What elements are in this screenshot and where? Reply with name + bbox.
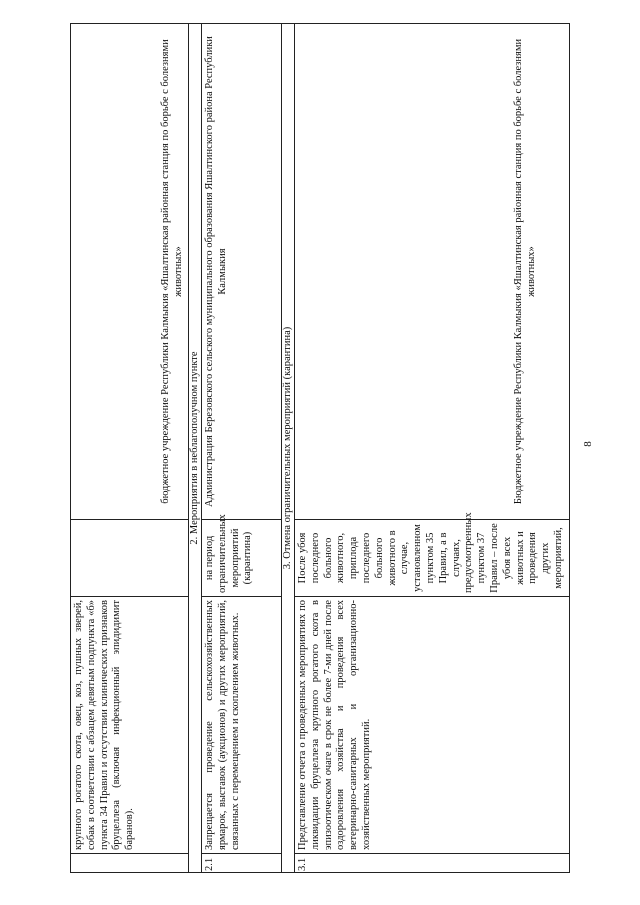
responsible-party: [295, 24, 570, 520]
section-header-3: [282, 24, 295, 873]
section-header-2: [189, 24, 202, 873]
table-row: [202, 24, 282, 873]
responsible-party-text: бюджетное учреждение Республики Калмыкия «Яшалтинская районная станция по борьбе с болезнями животных»: [160, 39, 185, 504]
section-title: 3. Отмена ограничительных мероприятий (карантина): [282, 24, 295, 873]
measure-description: крупного рогатого скота, овец, коз, пушных зверей, собак в соответствии с абзацем девятым подпункта «б» пункта 34 Правил и отсутствии клинических признаков бруцеллеза (включая инфекционный эпидидимит баранов).: [71, 597, 189, 854]
table-row: [295, 24, 570, 873]
responsible-party-text: Бюджетное учреждение Республики Калмыкия «Яшалтинская районная станция по борьбе с болезнями животных»: [513, 38, 538, 505]
measures-table: [70, 23, 570, 873]
measure-term: После убоя последнего больного животного, приплода последнего больного животного в случае, установленном пунктом 35 Правил, а в случаях, предусмотренных пунктом 37 Правил – после убоя всех животных и проведения других мероприятий,: [295, 520, 570, 597]
rotated-page-content: [70, 23, 570, 873]
responsible-party: Администрация Березовского сельского муниципального образования Яшалтинского района Республики Калмыкия: [202, 24, 282, 520]
page-number: 8: [581, 441, 594, 447]
measure-term: на период ограничительных мероприятий (карантина): [202, 520, 282, 597]
measure-description: Представление отчета о проведенных мероприятиях по ликвидации бруцеллеза крупного рогатого скота в эпизоотическом очаге в срок не более 7-ми дней после оздоровления хозяйства и проведения всех ветеринарно-санитарных и организационно-хозяйственных мероприятий.: [295, 597, 570, 854]
row-number: 2.1: [202, 854, 282, 873]
responsible-party: [71, 24, 189, 520]
table-row: [71, 24, 189, 873]
measure-term: [71, 520, 189, 597]
row-number: [71, 854, 189, 873]
section-title: 2. Мероприятия в неблагополучном пункте: [189, 24, 202, 873]
row-number: 3.1: [295, 854, 570, 873]
measure-description: Запрещается проведение сельскохозяйственных ярмарок, выставок (аукционов) и других мероприятий, связанных с перемещением и скоплением животных.: [202, 597, 282, 854]
